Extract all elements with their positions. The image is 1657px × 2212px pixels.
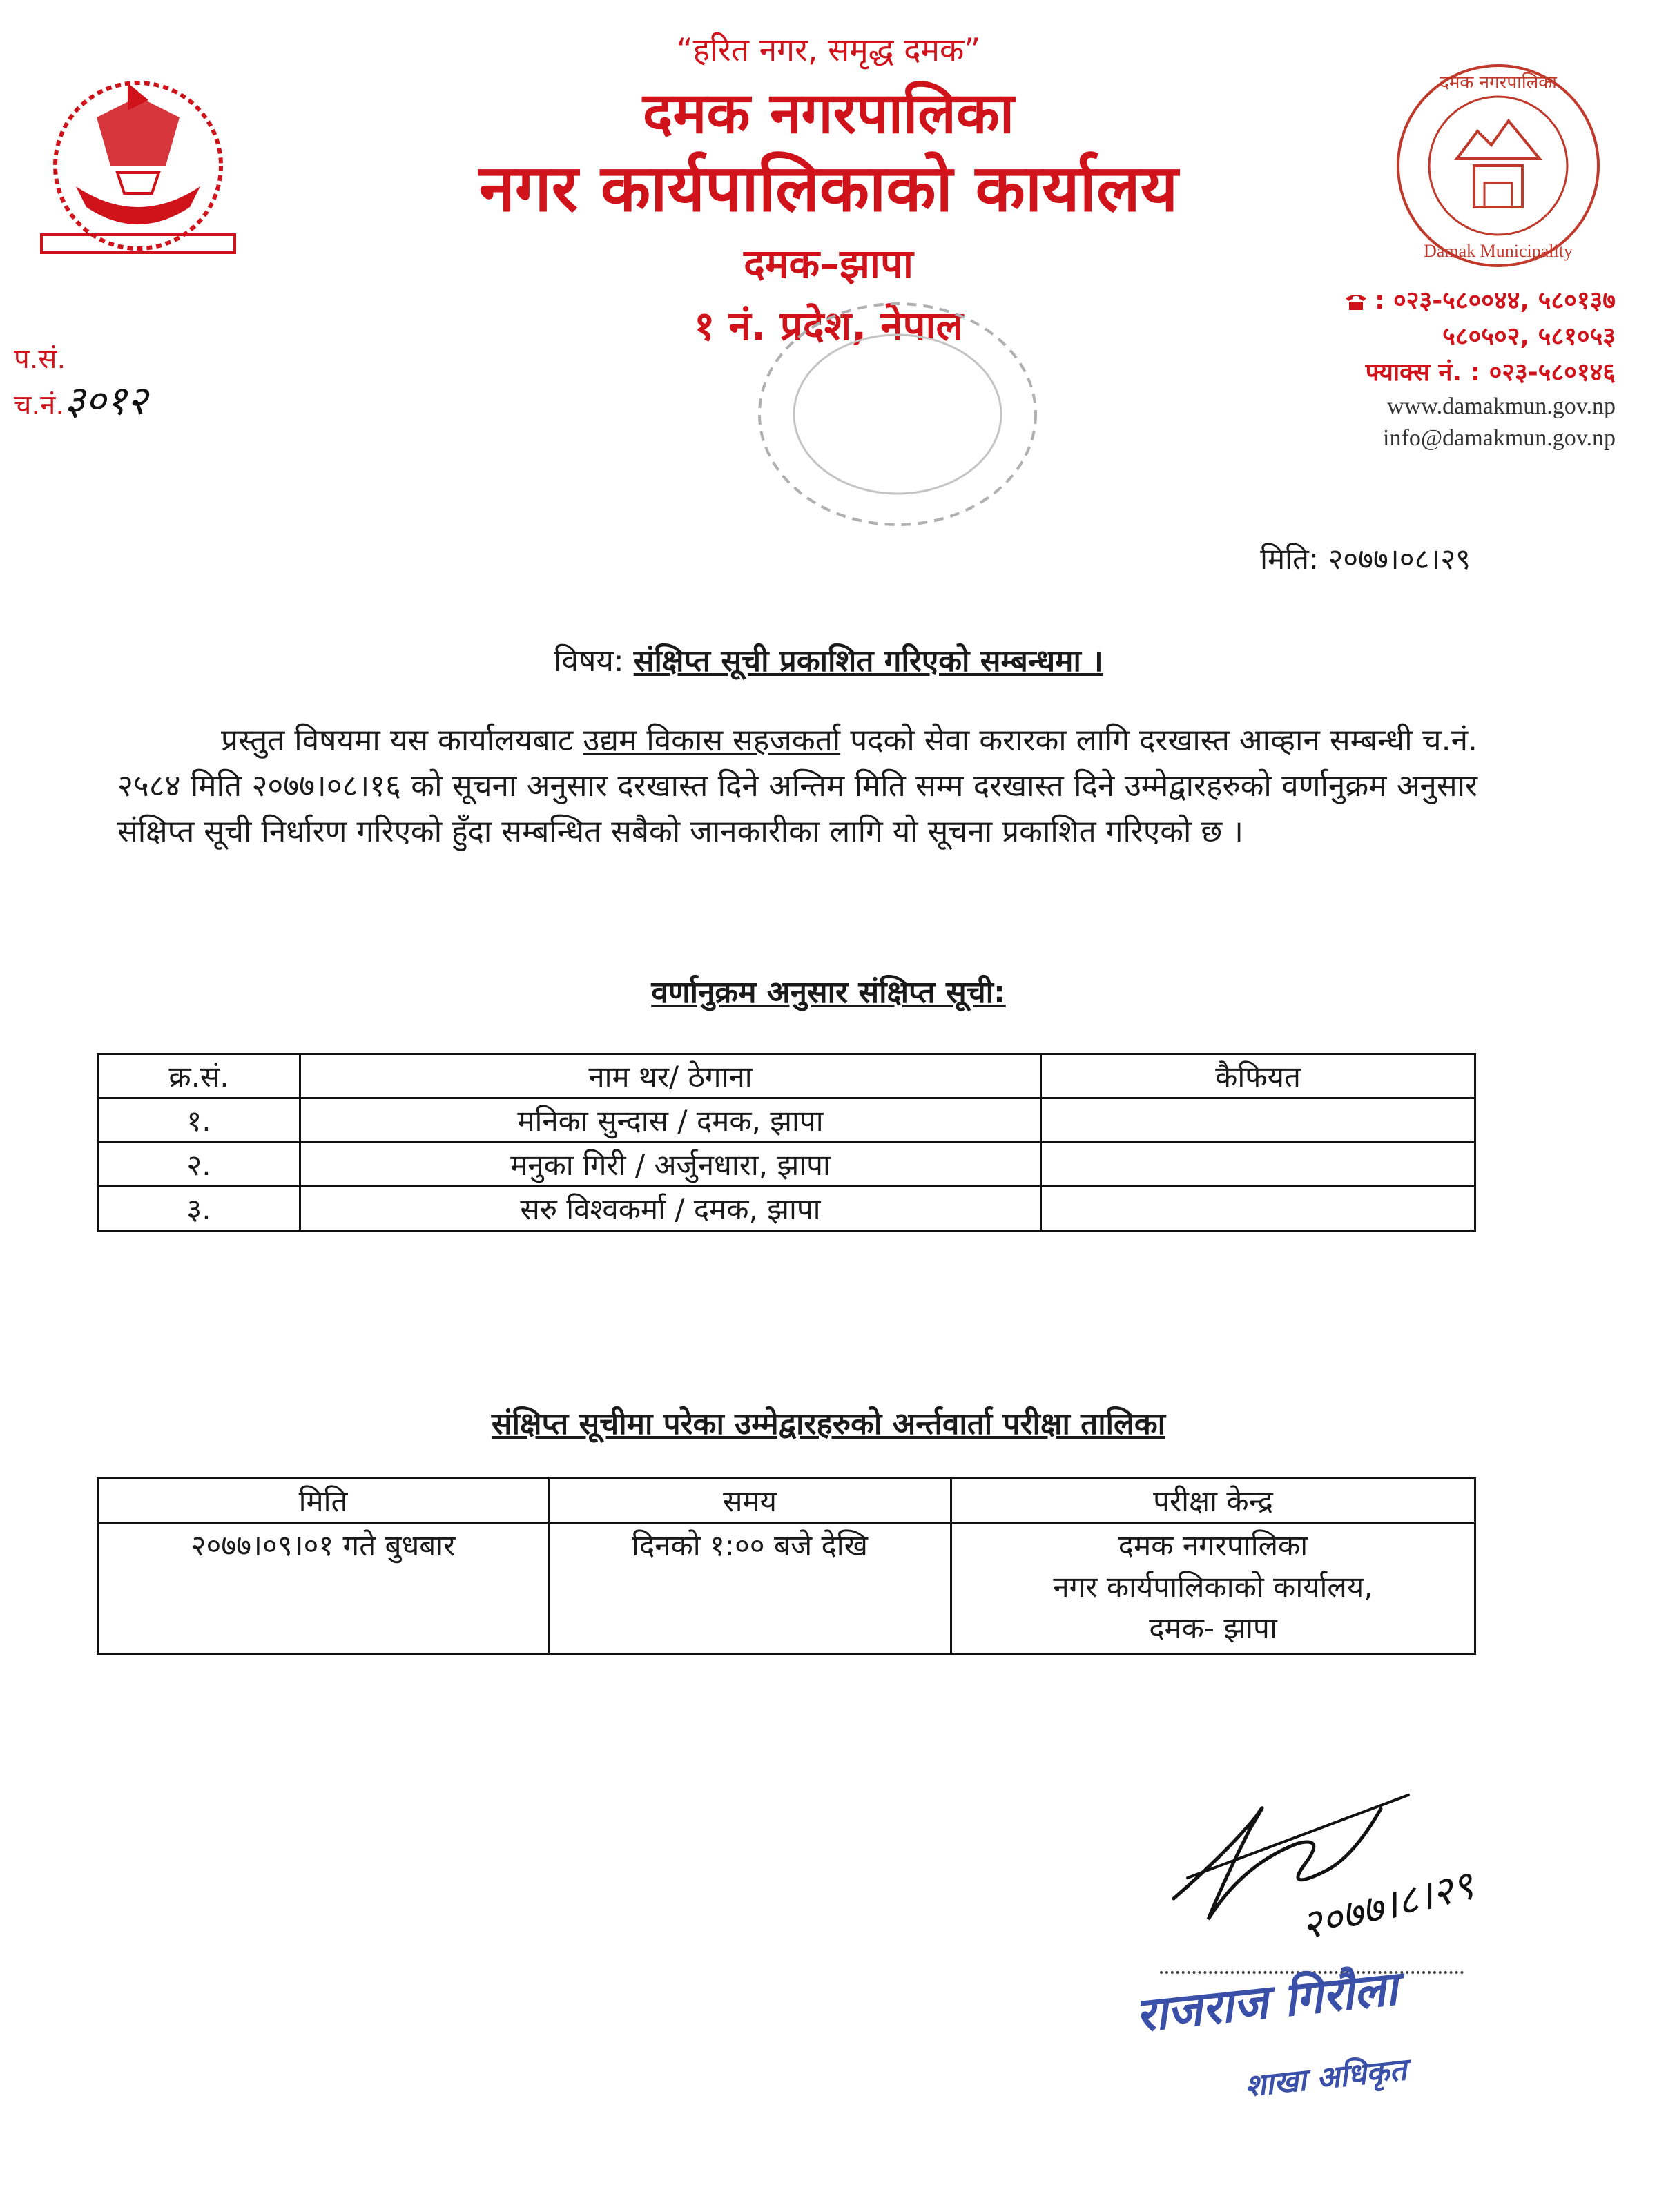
table-row bbox=[98, 1098, 1475, 1143]
post-name: उद्यम विकास सहजकर्ता bbox=[583, 723, 841, 758]
row-remarks bbox=[1041, 1187, 1475, 1231]
office-name: नगर कार्यपालिकाको कार्यालय bbox=[478, 151, 1179, 226]
municipality-name: दमक नगरपालिका bbox=[642, 81, 1015, 146]
province-line: १ नं. प्रदेश, नेपाल bbox=[694, 302, 963, 349]
office-stamp bbox=[746, 290, 1049, 539]
row-name: मनिका सुन्दास / दमक, झापा bbox=[300, 1098, 1041, 1143]
header-remarks: कैफियत bbox=[1041, 1054, 1475, 1098]
body-part-2: पदको सेवा करारका लागि दरखास्त आव्हान सम्बन्धी च.नं. २५८४ मिति २०७७।०८।१६ को सूचना अनुसार दरखास्त दिने अन्तिम मिति सम्म दरखास्त दिने उम्मेद्वारहरुको वर्णानुक्रम अनुसार संक्षिप्त सूची निर्धारण गरिएको हुँदा सम्बन्धित सबैको जानकारीका लागि यो सूचना प्रकाशित गरिएको छ । bbox=[117, 723, 1477, 849]
row-name: मनुका गिरी / अर्जुनधारा, झापा bbox=[300, 1143, 1041, 1187]
row-serial: ३. bbox=[98, 1187, 300, 1231]
body-part-1: प्रस्तुत विषयमा यस कार्यालयबाट bbox=[221, 723, 574, 758]
signatory-name-stamp: राजराज गिरौला bbox=[1133, 1961, 1400, 2044]
subject-line bbox=[0, 639, 1657, 680]
table-row bbox=[98, 1143, 1475, 1187]
logo-bottom-text: Damak Municipality bbox=[1424, 241, 1573, 261]
cn-value: ३०१२ bbox=[64, 377, 148, 424]
slogan: “हरित नगर, समृद्ध दमक” bbox=[676, 31, 981, 68]
exam-center-line-2: नगर कार्यपालिकाको कार्यालय, bbox=[1053, 1570, 1373, 1604]
notice-body bbox=[117, 718, 1477, 855]
contact-block bbox=[1188, 283, 1616, 454]
table-row bbox=[98, 1523, 1475, 1654]
row-name: सरु विश्वकर्मा / दमक, झापा bbox=[300, 1187, 1041, 1231]
district-line: दमक–झापा bbox=[744, 240, 913, 287]
row-serial: २. bbox=[98, 1143, 300, 1187]
interview-date: २०७७।०९।०१ गते बुधबार bbox=[98, 1523, 549, 1654]
email-link[interactable]: info@damakmun.gov.np bbox=[1383, 425, 1616, 451]
phone-numbers-1: : ०२३-५८००४४, ५८०१३७ bbox=[1375, 287, 1616, 315]
subject-text: संक्षिप्त सूची प्रकाशित गरिएको सम्बन्धमा । bbox=[633, 643, 1103, 679]
shortlist-table bbox=[97, 1053, 1476, 1232]
ps-label: प.सं. bbox=[14, 343, 66, 375]
reference-block bbox=[14, 338, 148, 426]
phone-line-1 bbox=[1188, 283, 1616, 319]
header-time: समय bbox=[549, 1479, 951, 1523]
row-remarks bbox=[1041, 1098, 1475, 1143]
shortlist-title: वर्णानुक्रम अनुसार संक्षिप्त सूची: bbox=[651, 975, 1006, 1010]
interview-table bbox=[97, 1477, 1476, 1655]
signature-date: २०७७।८।२९ bbox=[1295, 1861, 1478, 1950]
header-name-address: नाम थर/ ठेगाना bbox=[300, 1054, 1041, 1098]
header-exam-center: परीक्षा केन्द्र bbox=[951, 1479, 1475, 1523]
website-link[interactable]: www.damakmun.gov.np bbox=[1387, 394, 1616, 419]
table-header-row bbox=[98, 1054, 1475, 1098]
telephone-icon bbox=[1344, 293, 1368, 311]
interview-title: संक्षिप्त सूचीमा परेका उम्मेद्वारहरुको अर्न्तवार्ता परीक्षा तालिका bbox=[491, 1406, 1166, 1442]
handwritten-signature bbox=[1146, 1767, 1574, 1961]
table-row bbox=[98, 1187, 1475, 1231]
exam-center-line-1: दमक नगरपालिका bbox=[1118, 1529, 1308, 1562]
fax-number: फ्याक्स नं. : ०२३-५८०१४६ bbox=[1365, 358, 1616, 387]
row-serial: १. bbox=[98, 1098, 300, 1143]
interview-time: दिनको १:०० बजे देखि bbox=[549, 1523, 951, 1654]
cn-label: च.नं. bbox=[14, 389, 65, 421]
row-remarks bbox=[1041, 1143, 1475, 1187]
letter-date: मिति: २०७७।०८।२९ bbox=[1260, 542, 1471, 576]
subject-label: विषय: bbox=[554, 643, 624, 679]
signatory-title-stamp: शाखा अधिकृत bbox=[1243, 2052, 1408, 2104]
header-date: मिति bbox=[98, 1479, 549, 1523]
exam-center bbox=[951, 1523, 1475, 1654]
header-serial: क्र.सं. bbox=[98, 1054, 300, 1098]
phone-numbers-2: ५८०५०२, ५८१०५३ bbox=[1442, 322, 1616, 351]
exam-center-line-3: दमक- झापा bbox=[1149, 1611, 1277, 1645]
logo-top-text: दमक नगरपालिका bbox=[1440, 72, 1557, 93]
table-header-row bbox=[98, 1479, 1475, 1523]
